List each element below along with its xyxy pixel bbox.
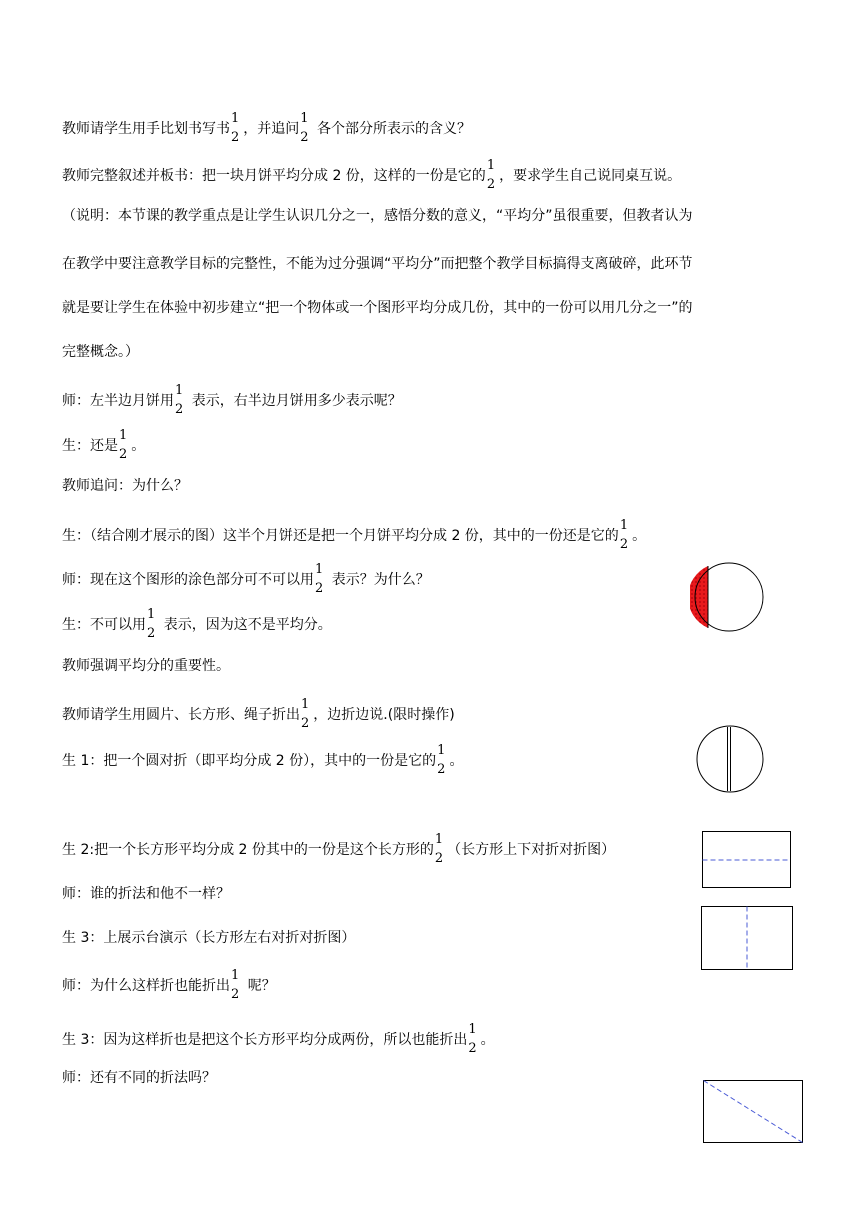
line-text: 呢？ [243,978,276,994]
fraction-half: 1 2 [619,518,629,552]
line-text: 生 3：因为这样折也是把这个长方形平均分成两份，所以也能折出 [62,1032,468,1048]
text-line-16 [62,834,615,866]
circle-shaded-unequal-figure [690,560,768,634]
fraction-half: 1 2 [147,607,156,641]
line-text: 教师完整叙述并板书：把一块月饼平均分成 2 份，这样的一份是它的 [62,168,486,184]
line-text: 生：（结合刚才展示的图）这半个月饼还是把一个月饼平均分成 2 份，其中的一份还是它的 [62,528,619,544]
line-text: 生 2:把一个长方形平均分成 2 份其中的一份是这个长方形的 [62,842,434,858]
text-line-13 [62,656,230,676]
line-text: 师：现在这个图形的涂色部分可不可以用 [62,572,314,588]
text-line-5 [62,298,693,318]
text-line-7 [62,385,402,417]
line-text: 。 [449,753,464,769]
line-text: 就是要让学生在体验中初步建立“把一个物体或一个图形平均分成几份，其中的一份可以用几分之一”的 [62,300,693,316]
line-text: 教师请学生用圆片、长方形、绳子折出 [62,707,300,723]
text-line-15 [62,745,463,777]
text-line-19 [62,970,276,1002]
fraction-half: 1 2 [437,743,446,777]
line-text: 表示，右半边月饼用多少表示呢？ [187,393,402,409]
line-text: 生：不可以用 [62,617,146,633]
text-line-10 [62,520,646,552]
text-line-6 [62,342,139,362]
rectangle-diagonal-fold-figure [701,1078,805,1146]
line-text: 表示，因为这不是平均分。 [159,617,332,633]
fraction-half: 1 2 [315,562,324,596]
line-text: ，要求学生自己说同桌互说。 [499,168,682,184]
text-line-2 [62,160,681,192]
rectangle-horizontal-fold-figure [700,829,794,891]
line-text: 生 1：把一个圆对折（即平均分成 2 份），其中的一份是它的 [62,753,437,769]
line-text: 。 [131,438,146,454]
line-text: 师：还有不同的折法吗？ [62,1070,216,1086]
circle-folded-half-figure [692,724,768,794]
text-line-14 [62,699,455,731]
text-line-4 [62,254,693,274]
text-line-20 [62,1024,495,1056]
fraction-half: 1 2 [486,158,496,192]
line-text: 师：为什么这样折也能折出 [62,978,230,994]
line-text: （长方形上下对折对折图） [447,842,616,858]
line-text: （说明：本节课的教学重点是让学生认识几分之一，感悟分数的意义，“平均分”虽很重要，但教者认为 [62,208,693,224]
line-text: 生 3：上展示台演示（长方形左右对折对折图） [62,930,356,946]
line-text: 教师请学生用手比划书写书 [62,121,230,137]
line-text: 。 [632,528,647,544]
fraction-half: 1 2 [434,832,444,866]
line-text: 在教学中要注意教学目标的完整性，不能为过分强调“平均分”而把整个教学目标搞得支离破碎，此环节 [62,256,693,272]
line-text: 教师追问：为什么？ [62,478,188,494]
text-line-17 [62,884,230,904]
text-line-1 [62,113,471,145]
text-line-12 [62,609,332,641]
line-text: ，边折边说.(限时操作) [313,707,455,723]
fraction-half: 1 2 [119,428,128,462]
fraction-half: 1 2 [175,383,184,417]
line-text: 师：谁的折法和他不一样？ [62,886,230,902]
fraction-half: 1 2 [468,1022,477,1056]
text-line-18 [62,928,355,948]
text-line-8 [62,430,145,462]
text-line-9 [62,476,188,496]
shaded-segment [690,566,708,628]
text-line-3 [62,206,693,226]
text-line-11 [62,564,430,596]
line-text: 师：左半边月饼用 [62,393,174,409]
line-text: 各个部分所表示的含义？ [312,121,472,137]
line-text: 表示？为什么？ [327,572,430,588]
line-text: 完整概念。） [62,344,139,360]
line-text: 教师强调平均分的重要性。 [62,658,230,674]
fraction-half: 1 2 [301,697,310,731]
fraction-half: 1 2 [300,111,309,145]
fraction-half: 1 2 [231,111,240,145]
line-text: 生：还是 [62,438,118,454]
rectangle-vertical-fold-figure [699,904,795,972]
text-line-21 [62,1068,216,1088]
fraction-half: 1 2 [231,968,240,1002]
line-text: ，并追问 [243,121,300,137]
line-text: 。 [480,1032,495,1048]
